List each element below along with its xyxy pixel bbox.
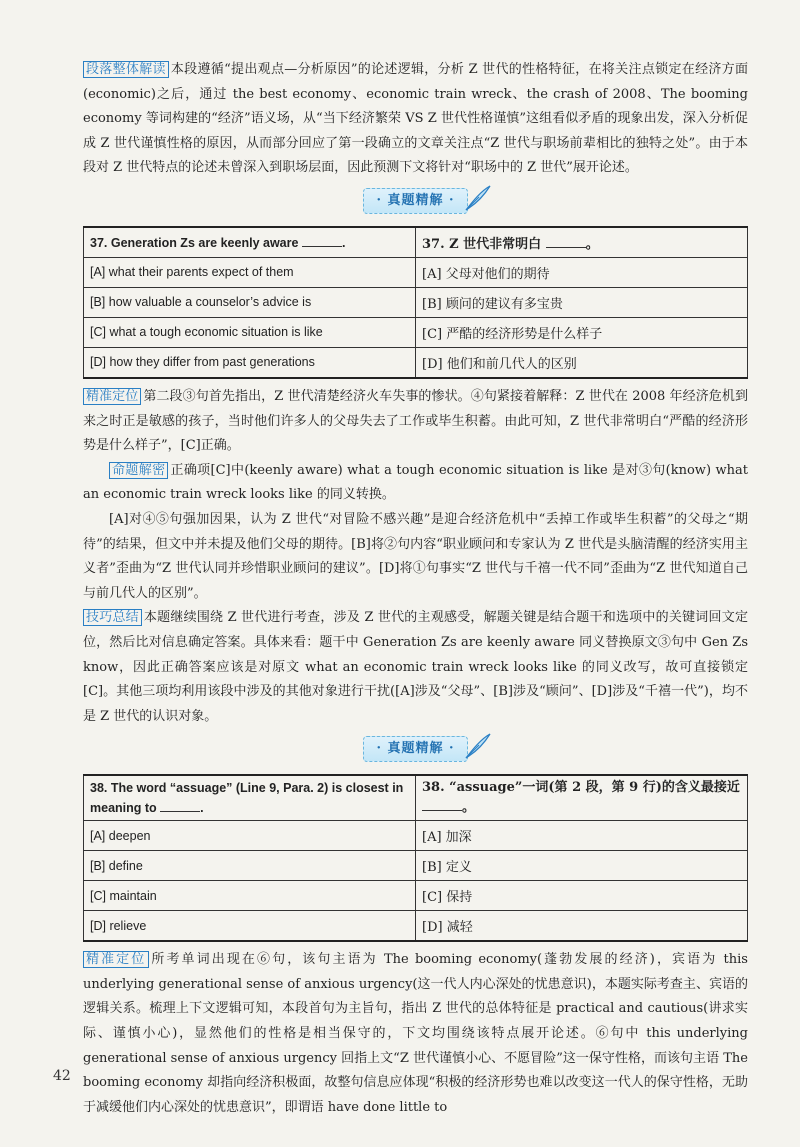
question-37-table — [83, 226, 748, 379]
page-number: 42 — [53, 1068, 71, 1084]
analysis-37-tips — [83, 606, 748, 729]
analysis-38-location — [83, 948, 748, 1120]
option-d-cn: [D] 他们和前几代人的区别 — [416, 347, 748, 378]
q37-stem-en-text: 37. Generation Zs are keenly aware — [90, 236, 299, 251]
section-banner-1 — [83, 188, 748, 218]
analysis-37-location-text: 第二段③句首先指出，Z 世代清楚经济火车失事的惨状。④句紧接着解释：Z 世代在 2008 年经济危机到来之时正是敏感的孩子，当时他们许多人的父母失去了工作或毕生积蓄。由此可知，Z 世代非常明白“严酷的经济形势是什么样子”，[C]正确。 — [83, 388, 748, 454]
option-d-en: [D] relieve — [84, 911, 416, 942]
question-38-stem-cn — [416, 775, 748, 821]
analysis-37-distractors — [83, 508, 748, 606]
option-b-cn: [B] 定义 — [416, 851, 748, 881]
analysis-37-tips-text: 本题继续围绕 Z 世代进行考查，涉及 Z 世代的主观感受，解题关键是结合题干和选项中的关键词回文定位，然后比对信息确定答案。具体来看：题干中 Generation Zs are keenly aware 同义替换原文③句中 Gen Zs know，因此正确答案应该是对原文 what an economic train wreck looks like 的同义改写，故可直接锁定[C]。其他三项均利用该段中涉及的其他对象进行干扰([A]涉及“父母”、[B]涉及“顾问”、[D]涉及“千禧一代”)，均不是 Z 世代的认识对象。 — [83, 610, 748, 724]
question-38-stem-row — [84, 775, 748, 821]
paragraph-overview-text: 本段遵循“提出观点—分析原因”的论述逻辑，分析 Z 世代的性格特征，在将关注点锁定在经济方面(economic)之后，通过 the best economy、economic train wreck、the crash of 2008、The booming economy 等词构建的“经济”语义场，从“当下经济繁荣 VS Z 世代性格谨慎”这组看似矛盾的现象出发，深入分析促成 Z 世代谨慎性格的原因，从而部分回应了第一段确立的文章关注点“Z 世代与职场前辈相比的独特之处”。由于本段对 Z 世代特点的论述未曾深入到职场层面，因此预测下文将针对“职场中的 Z 世代”展开论述。 — [83, 62, 748, 176]
banner-text-1: · 真题精解 · — [376, 192, 455, 208]
option-b-cn: [B] 顾问的建议有多宝贵 — [416, 287, 748, 317]
answer-blank — [546, 235, 586, 248]
tag-precise-location: 精准定位 — [83, 951, 149, 968]
option-b-en: [B] define — [84, 851, 416, 881]
question-37-stem-row — [84, 227, 748, 258]
section-banner-2 — [83, 736, 748, 766]
option-a-cn: [A] 加深 — [416, 821, 748, 851]
tag-precise-location: 精准定位 — [83, 388, 141, 405]
banner-label-1 — [363, 188, 467, 214]
question-38-stem-en — [84, 775, 416, 821]
question-37-stem-cn — [416, 227, 748, 258]
tag-tips: 技巧总结 — [83, 609, 142, 626]
option-row-a — [84, 821, 748, 851]
tag-decode: 命题解密 — [109, 462, 168, 479]
option-d-en: [D] how they differ from past generations — [84, 347, 416, 378]
q38-stem-cn-text: 38. “assuage”一词(第 2 段，第 9 行)的含义最接近 — [422, 780, 740, 796]
option-row-c — [84, 317, 748, 347]
analysis-37-location — [83, 385, 748, 459]
quill-pen-icon — [463, 183, 493, 213]
tag-paragraph-overview: 段落整体解读 — [83, 61, 169, 78]
q38-stem-en-end: . — [200, 801, 204, 816]
option-row-d — [84, 911, 748, 942]
q38-stem-cn-end: 。 — [462, 800, 476, 816]
option-row-d — [84, 347, 748, 378]
option-row-c — [84, 881, 748, 911]
banner-label-2 — [363, 736, 467, 762]
analysis-38-location-text: 所考单词出现在⑥句，该句主语为 The booming economy(蓬勃发展的经济)，宾语为 this underlying generational sense of anxious urgency(这一代人内心深处的忧患意识)，本题实际考查主、宾语的逻辑关系。梳理上下文逻辑可知，本段首句为主旨句，指出 Z 世代的总体特征是 practical and cautious(讲求实际、谨慎小心)，显然他们的性格是相当保守的，下文均围绕该特点展开论述。⑥句中 this underlying generational sense of anxious urgency 回指上文“Z 世代谨慎小心、不愿冒险”这一保守性格，而该句主语 The booming economy 却指向经济积极面，故整句信息应体现“积极的经济形势也难以改变这一代人的保守性格，无助于减缓他们内心深处的忧患意识”，即谓语 have done little to — [83, 952, 748, 1115]
answer-blank — [422, 798, 462, 811]
q38-stem-en-text: 38. The word “assuage” (Line 9, Para. 2) is closest in meaning to — [90, 781, 404, 816]
option-c-cn: [C] 保持 — [416, 881, 748, 911]
analysis-37-distractors-text: [A]对④⑤句强加因果，认为 Z 世代“对冒险不感兴趣”是迎合经济危机中“丢掉工作或毕生积蓄”的父母之“期待”的结果，但文中并未提及他们父母的期待。[B]将②句内容“职业顾问和专家认为 Z 世代是头脑清醒的经济实用主义者”歪曲为“Z 世代认同并珍惜职业顾问的建议”。[D]将①句事实“Z 世代与千禧一代不同”歪曲为“Z 世代知道自己与前几代人的区别”。 — [83, 511, 748, 601]
banner-text-2: · 真题精解 · — [376, 741, 455, 757]
page-body — [83, 58, 748, 1120]
question-38-table — [83, 774, 748, 942]
option-row-a — [84, 257, 748, 287]
q37-stem-cn-end: 。 — [585, 236, 599, 252]
q37-stem-cn-text: 37. Z 世代非常明白 — [422, 236, 542, 252]
option-row-b — [84, 287, 748, 317]
quill-pen-icon — [463, 731, 493, 761]
option-b-en: [B] how valuable a counselor’s advice is — [84, 287, 416, 317]
answer-blank — [160, 799, 200, 812]
q37-stem-en-end: . — [341, 236, 346, 251]
analysis-37-decode-text: 正确项[C]中(keenly aware) what a tough economic situation is like 是对③句(know) what an economic train wreck looks like 的同义转换。 — [83, 462, 748, 503]
option-row-b — [84, 851, 748, 881]
option-c-cn: [C] 严酷的经济形势是什么样子 — [416, 317, 748, 347]
option-c-en: [C] what a tough economic situation is like — [84, 317, 416, 347]
answer-blank — [302, 234, 342, 247]
analysis-37-decode — [83, 459, 748, 508]
option-a-en: [A] what their parents expect of them — [84, 257, 416, 287]
option-c-en: [C] maintain — [84, 881, 416, 911]
paragraph-overview — [83, 58, 748, 181]
option-a-cn: [A] 父母对他们的期待 — [416, 257, 748, 287]
option-a-en: [A] deepen — [84, 821, 416, 851]
option-d-cn: [D] 减轻 — [416, 911, 748, 942]
question-37-stem-en — [84, 227, 416, 258]
